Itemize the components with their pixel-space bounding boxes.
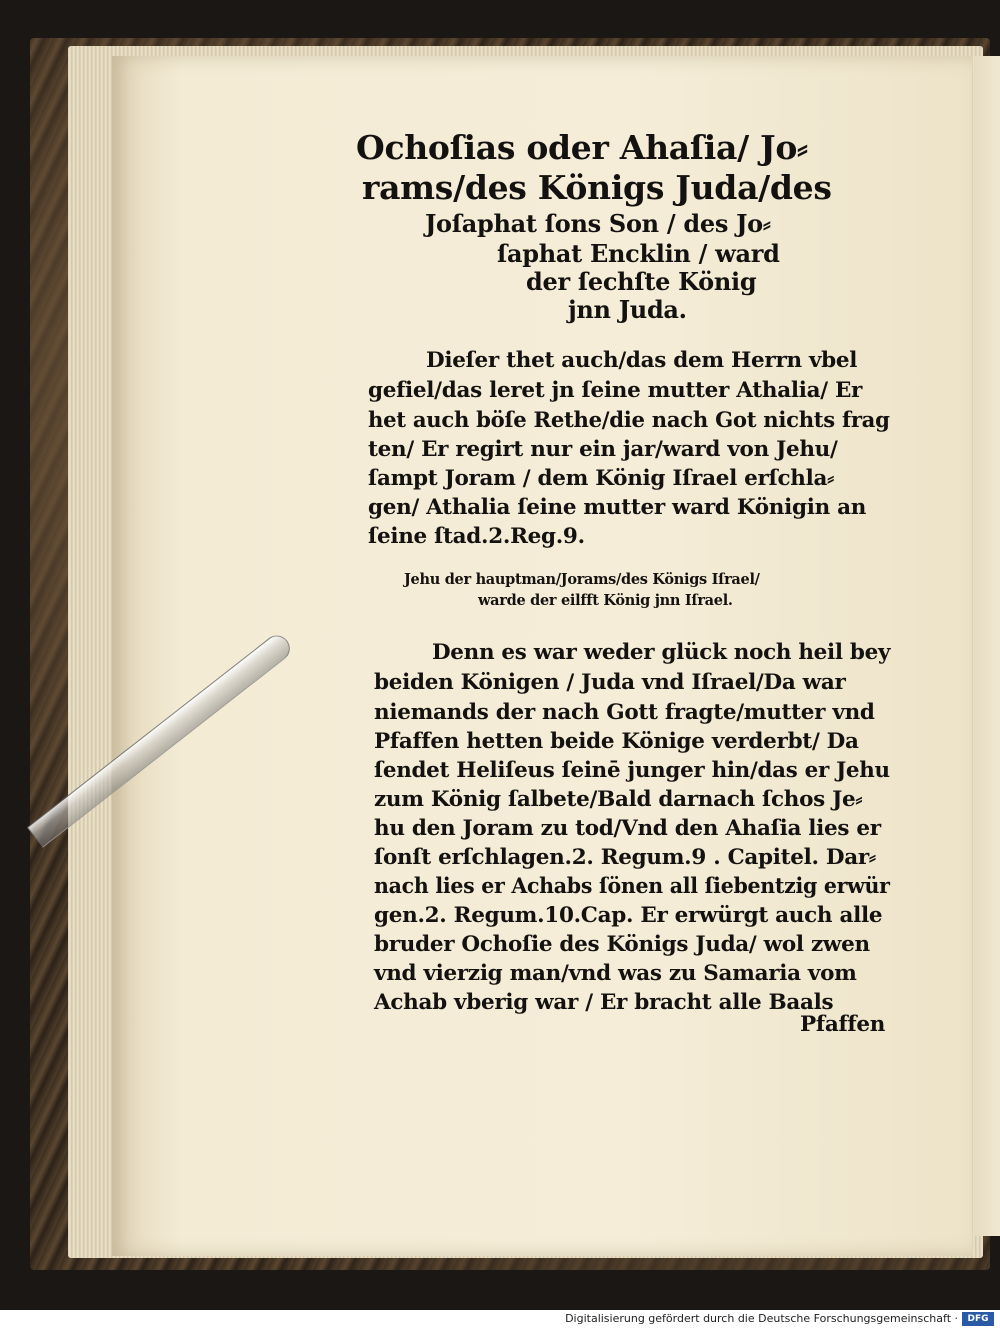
footer-bar: [0, 1310, 1000, 1328]
paragraph-line: ſeine ſtad.2.Reg.9.: [368, 524, 585, 549]
paragraph-line: gen.2. Regum.10.Cap. Er erwürgt auch alle: [374, 903, 883, 928]
paragraph-line: niemands der nach Gott fragte/mutter vnd: [374, 700, 875, 725]
paragraph-line: beiden Königen / Juda vnd Iſrael/Da war: [374, 670, 846, 695]
paragraph-line: ſonſt erſchlagen.2. Regum.9 . Capitel. Dar⸗: [374, 845, 876, 870]
subheading-line: Jehu der hauptman/Jorams/des Königs Iſrael/: [404, 571, 760, 588]
heading-line: Joſaphat ſons Son / des Jo⸗: [425, 209, 771, 238]
paragraph-line: Denn es war weder glück noch heil bey: [432, 640, 891, 665]
subheading-line: warde der eilfft König jnn Iſrael.: [478, 592, 733, 609]
paragraph-line: ſendet Heliſeus ſeinē junger hin/das er Jehu: [374, 758, 890, 783]
paragraph-line: vnd vierzig man/vnd was zu Samaria vom: [374, 961, 857, 986]
paragraph-line: Dieſer thet auch/das dem Herrn vbel: [426, 348, 858, 373]
heading-line: jnn Juda.: [568, 295, 687, 324]
paragraph-line: gen/ Athalia ſeine mutter ward Königin an: [368, 495, 867, 520]
paragraph-line: hu den Joram zu tod/Vnd den Ahaſia lies er: [374, 816, 881, 841]
paragraph-line: Pfaffen hetten beide Könige verderbt/ Da: [374, 729, 859, 754]
paragraph-line: Achab vberig war / Er bracht alle Baals: [374, 990, 834, 1015]
paragraph-line: zum König ſalbete/Bald darnach ſchos Je⸗: [374, 787, 863, 812]
dfg-logo: DFG: [962, 1312, 994, 1326]
next-page-edge: [974, 56, 1000, 1236]
paragraph-line: ten/ Er regirt nur ein jar/ward von Jehu/: [368, 437, 838, 462]
heading-line: ſaphat Encklin / ward: [497, 239, 780, 268]
paragraph-line: nach lies er Achabs ſönen all ſiebentzig erwür: [374, 874, 890, 899]
catchword: Pfaffen: [800, 1012, 886, 1037]
paragraph-line: bruder Ochoſie des Königs Juda/ wol zwen: [374, 932, 870, 957]
heading-line: rams/des Königs Juda/des: [362, 168, 832, 207]
heading-line: Ochoſias oder Ahaſia/ Jo⸗: [356, 128, 808, 167]
paragraph-line: het auch böſe Rethe/die nach Got nichts frag: [368, 408, 890, 433]
footer-credit: Digitalisierung gefördert durch die Deutsche Forschungsgemeinschaft ·: [565, 1312, 958, 1325]
paragraph-line: gefiel/das leret jn ſeine mutter Athalia/ Er: [368, 378, 863, 403]
paragraph-line: ſampt Joram / dem König Iſrael erſchla⸗: [368, 466, 834, 491]
heading-line: der ſechſte König: [526, 267, 757, 296]
